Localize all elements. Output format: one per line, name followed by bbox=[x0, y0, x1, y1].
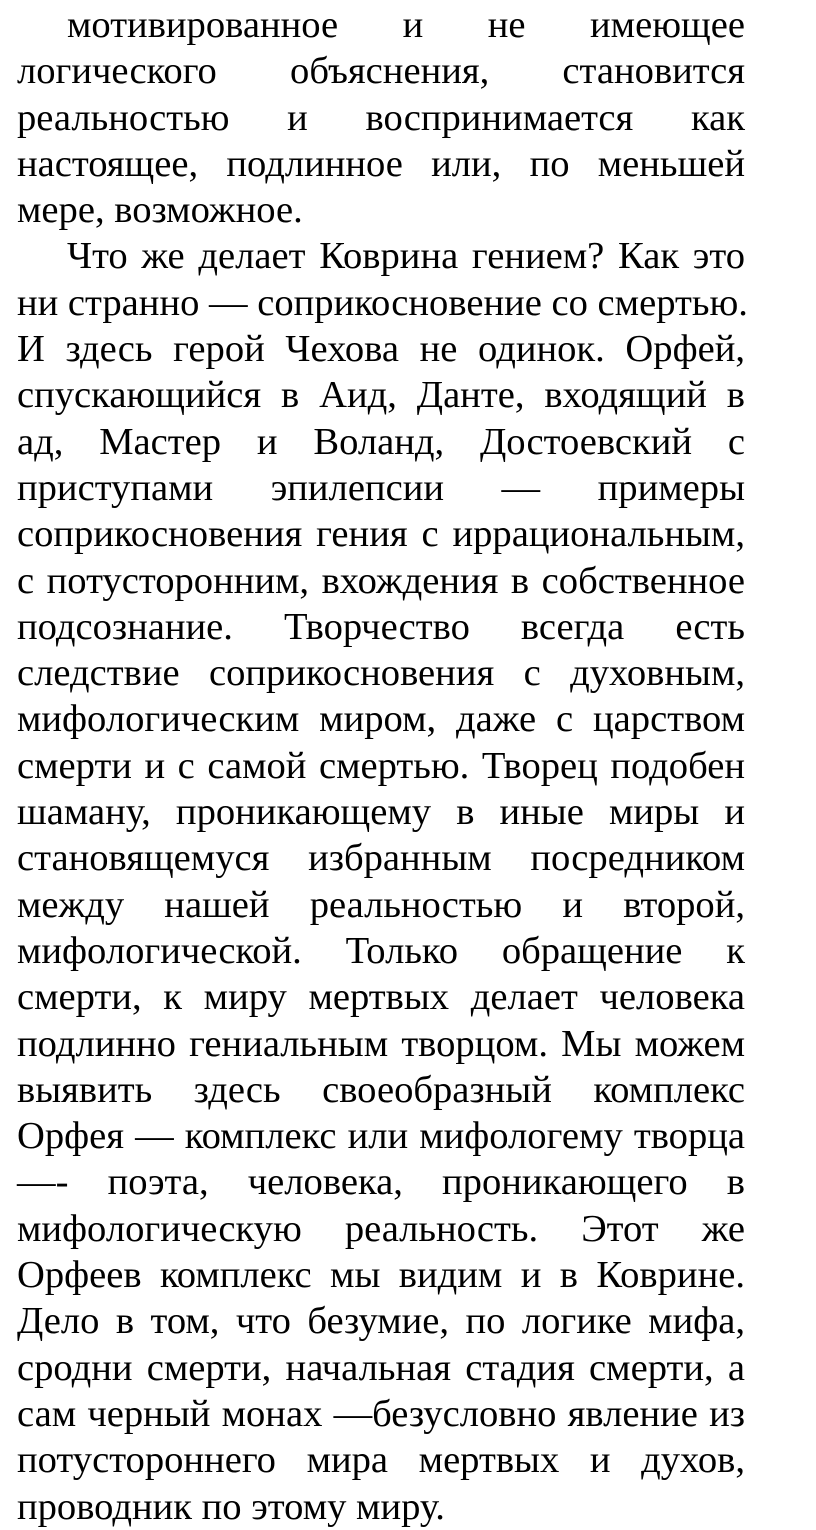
text-line: проводник по этому миру. bbox=[17, 1485, 445, 1528]
text-line: выявить здесь своеобразный комплекс bbox=[17, 1068, 745, 1111]
text-line: Орфея — комплекс или мифологему творца bbox=[17, 1115, 745, 1158]
text-line: мере, возможное. bbox=[17, 189, 303, 232]
text-line: приступами эпилепсии — примеры bbox=[17, 466, 745, 509]
text-line: между нашей реальностью и второй, bbox=[17, 883, 745, 926]
text-line: шаману, проникающему в иные миры и bbox=[17, 791, 745, 834]
text-line: сродни смерти, начальная стадия смерти, а bbox=[17, 1346, 745, 1389]
text-line: спускающийся в Аид, Данте, входящий в bbox=[17, 374, 745, 417]
text-line: Что же делает Коврина гением? Как это bbox=[67, 235, 745, 278]
text-line: потустороннего мира мертвых и духов, bbox=[17, 1439, 745, 1482]
text-line: Дело в том, что безумие, по логике мифа, bbox=[17, 1300, 745, 1343]
paragraph-2 bbox=[17, 233, 748, 1529]
text-line: подлинно гениальным творцом. Мы можем bbox=[17, 1022, 745, 1065]
document-page bbox=[17, 2, 748, 1530]
text-line: мифологическую реальность. Этот же bbox=[17, 1207, 745, 1250]
text-line: смерти и с самой смертью. Творец подобен bbox=[17, 744, 745, 787]
text-line: следствие соприкосновения с духовным, bbox=[17, 652, 745, 695]
text-line: мифологической. Только обращение к bbox=[17, 929, 745, 972]
text-line: смерти, к миру мертвых делает человека bbox=[17, 976, 745, 1019]
text-line: становящемуся избранным посредником bbox=[17, 837, 745, 880]
paragraph-1 bbox=[17, 2, 745, 233]
text-line: мотивированное и не имеющее bbox=[67, 4, 745, 46]
text-line: —- поэта, человека, проникающего в bbox=[17, 1161, 745, 1204]
text-line: настоящее, подлинное или, по меньшей bbox=[17, 142, 745, 185]
text-line: с потусторонним, вхождения в собственное bbox=[17, 559, 745, 602]
text-line: ад, Мастер и Воланд, Достоевский с bbox=[17, 420, 745, 463]
text-line: сам черный монах —безусловно явление из bbox=[17, 1392, 745, 1435]
text-line: Орфеев комплекс мы видим и в Коврине. bbox=[17, 1254, 745, 1297]
text-line: ни странно — соприкосновение со смертью. bbox=[17, 281, 748, 324]
text-line: реальностью и воспринимается как bbox=[17, 96, 745, 139]
text-line: подсознание. Творчество всегда есть bbox=[17, 605, 745, 648]
text-line: мифологическим миром, даже с царством bbox=[17, 698, 745, 741]
text-line: логического объяснения, становится bbox=[17, 50, 745, 93]
text-line: соприкосновения гения с иррациональным, bbox=[17, 513, 745, 556]
text-line: И здесь герой Чехова не одинок. Орфей, bbox=[17, 328, 745, 371]
